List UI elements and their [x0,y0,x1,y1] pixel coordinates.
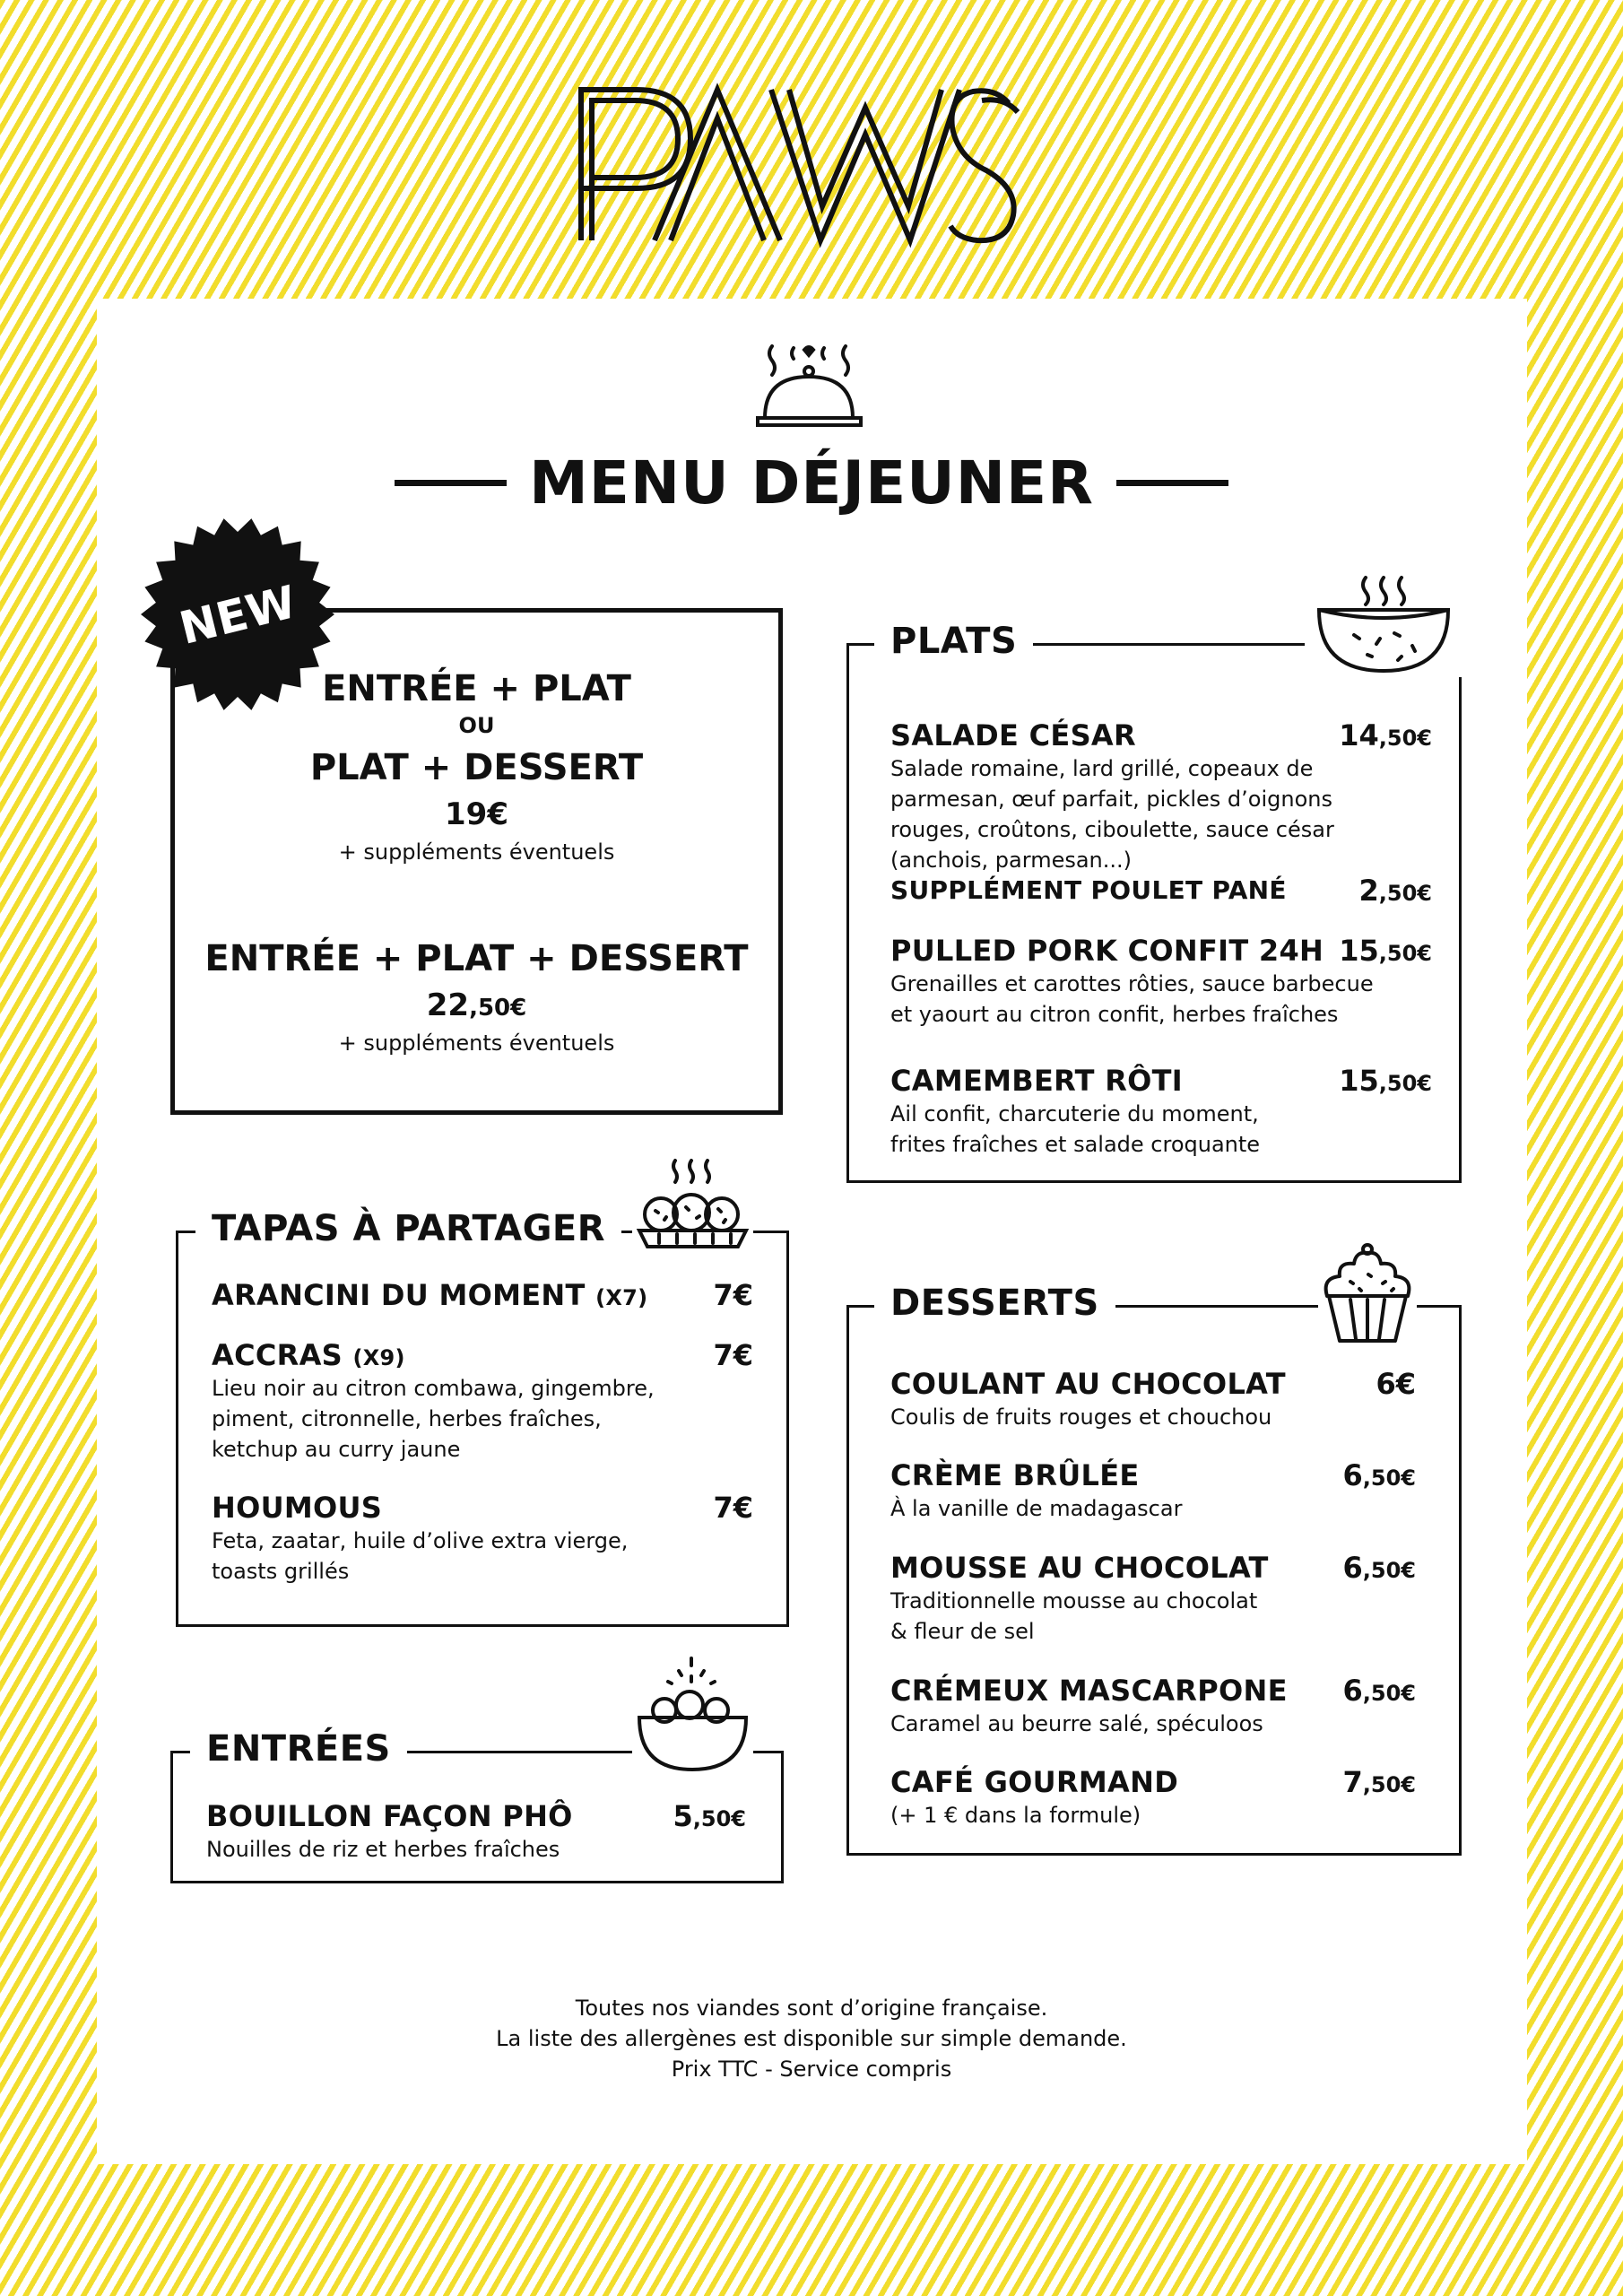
page-title: MENU DÉJEUNER [529,448,1094,517]
plat-description: Ail confit, charcuterie du moment, frites fraîches et salade croquante [890,1101,1261,1157]
new-badge-label: NEW [174,575,301,655]
plat-price: 14,50€ [1339,718,1432,752]
dessert-price: 7,50€ [1342,1765,1416,1799]
plat-price: 15,50€ [1339,1064,1432,1098]
tapas-price: 7€ [713,1278,753,1312]
dessert-description: Caramel au beurre salé, spéculoos [890,1711,1263,1736]
title-rule-left [395,480,507,486]
tapas-title: TAPAS À PARTAGER [195,1206,621,1251]
plat-price: 15,50€ [1339,934,1432,968]
paws-logo [0,72,1623,251]
footer-price-note: Prix TTC - Service compris [671,2057,952,2082]
salad-bowl-icon [632,1655,753,1776]
entrees-title: ENTRÉES [190,1726,407,1771]
formula-or: OU [458,713,495,738]
dessert-description: À la vanille de madagascar [890,1496,1183,1521]
tapas-name: ARANCINI DU MOMENT (X7) [212,1278,648,1312]
entree-name: BOUILLON FAÇON PHÔ [206,1799,573,1833]
dessert-price: 6€ [1376,1367,1416,1401]
title-rule-right [1116,480,1228,486]
dessert-name: COULANT AU CHOCOLAT [890,1367,1286,1401]
dessert-description: Coulis de fruits rouges et chouchou [890,1405,1272,1430]
dessert-name: CAFÉ GOURMAND [890,1765,1179,1799]
new-badge [139,516,336,713]
cloche-icon [749,339,870,433]
entree-price: 5,50€ [673,1799,746,1833]
tapas-name: ACCRAS (X9) [212,1338,405,1372]
plats-title: PLATS [874,619,1033,664]
title-row [0,448,1623,517]
dessert-price: 6,50€ [1342,1458,1416,1492]
formula-note-2: + suppléments éventuels [338,1031,615,1056]
formula-three-courses: ENTRÉE + PLAT + DESSERT [204,938,749,979]
plat-name: SUPPLÉMENT POULET PANÉ [890,875,1287,905]
dessert-price: 6,50€ [1342,1674,1416,1708]
tapas-description: Lieu noir au citron combawa, gingembre, piment, citronnelle, herbes fraîches, ketchup au curry jaune [212,1376,655,1462]
footer-origin-note: Toutes nos viandes sont d’origine française. [575,1996,1048,2021]
formula-price-1: 19€ [445,796,508,832]
tapas-price: 7€ [713,1491,753,1525]
plat-name: SALADE CÉSAR [890,718,1136,752]
tapas-description: Feta, zaatar, huile d’olive extra vierge, toasts grillés [212,1528,629,1584]
tapas-tray-icon [632,1157,753,1256]
dessert-description: Traditionnelle mousse au chocolat & fleur de sel [890,1588,1258,1644]
formula-entree-plat: ENTRÉE + PLAT [322,668,631,709]
formula-note-1: + suppléments éventuels [338,839,615,865]
dessert-description: (+ 1 € dans la formule) [890,1803,1141,1828]
dessert-price: 6,50€ [1342,1551,1416,1585]
entree-description: Nouilles de riz et herbes fraîches [206,1837,560,1862]
tapas-price: 7€ [713,1338,753,1372]
dessert-name: CRÈME BRÛLÉE [890,1458,1140,1492]
formula-plat-dessert: PLAT + DESSERT [309,747,644,788]
desserts-title: DESSERTS [874,1281,1115,1326]
steaming-bowl-icon [1305,574,1462,677]
cupcake-icon [1318,1242,1417,1345]
dessert-name: CRÉMEUX MASCARPONE [890,1674,1288,1708]
plat-description: Grenailles et carottes rôties, sauce barbecue et yaourt au citron confit, herbes fraîches [890,971,1374,1027]
footer-allergen-note: La liste des allergènes est disponible sur simple demande. [496,2026,1127,2051]
dessert-name: MOUSSE AU CHOCOLAT [890,1551,1269,1585]
plat-name: CAMEMBERT RÔTI [890,1064,1183,1098]
plat-price: 2,50€ [1358,874,1432,908]
formula-price-2: 22,50€ [426,987,527,1023]
plat-name: PULLED PORK CONFIT 24H [890,934,1324,968]
plat-description: Salade romaine, lard grillé, copeaux de parmesan, œuf parfait, pickles d’oignons rouges, croûtons, ciboulette, sauce césar (anchois, parmesan...) [890,756,1334,873]
tapas-name: HOUMOUS [212,1491,383,1525]
